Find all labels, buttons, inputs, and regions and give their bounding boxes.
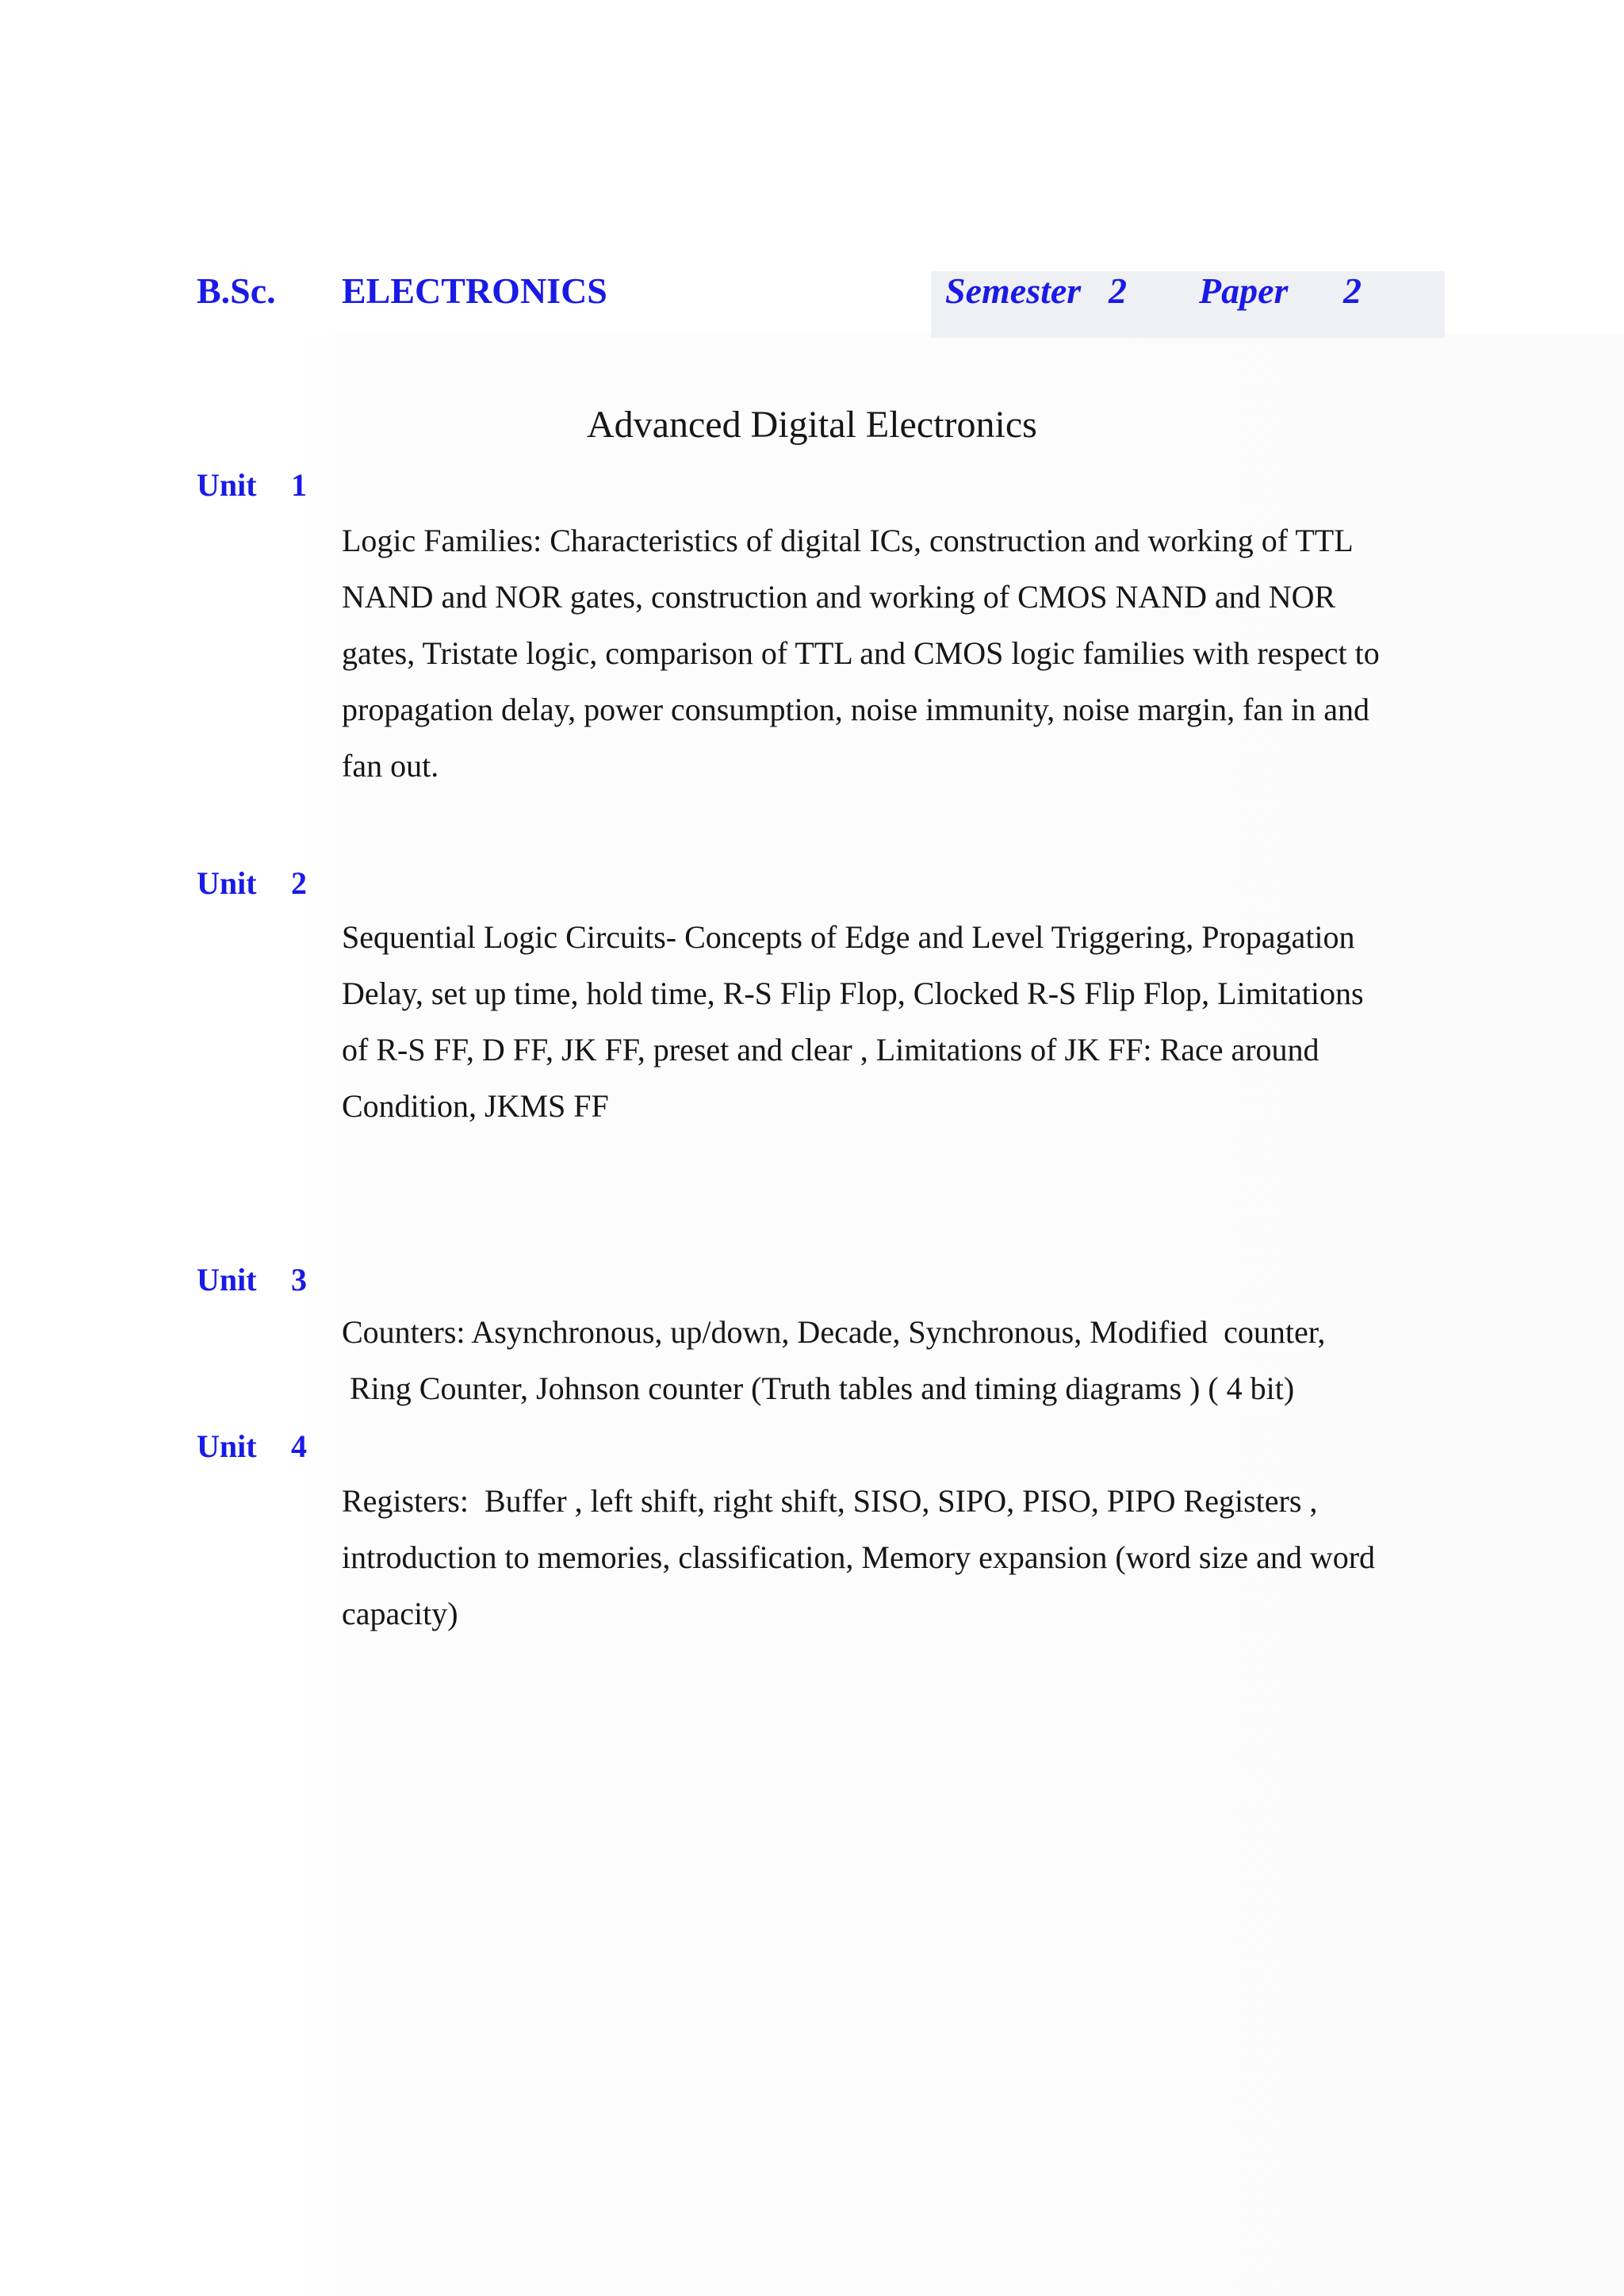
- unit-1-line: propagation delay, power consumption, noise immunity, noise margin, fan in and: [342, 692, 1370, 727]
- unit-3-label: Unit: [197, 1262, 257, 1297]
- unit-2-line: Condition, JKMS FF: [342, 1088, 609, 1124]
- semester-value: 2: [1109, 270, 1127, 311]
- paper-value: 2: [1343, 270, 1362, 311]
- unit-3-number: 3: [291, 1262, 307, 1297]
- unit-2-line: of R-S FF, D FF, JK FF, preset and clear , Limitations of JK FF: Race around: [342, 1032, 1320, 1068]
- semester-label: Semester: [945, 270, 1082, 311]
- unit-4-label: Unit: [197, 1428, 257, 1464]
- unit-3-line: Ring Counter, Johnson counter (Truth tables and timing diagrams ) ( 4 bit): [342, 1370, 1295, 1406]
- subject-label: ELECTRONICS: [342, 270, 607, 311]
- unit-3-line: Counters: Asynchronous, up/down, Decade, Synchronous, Modified counter,: [342, 1314, 1326, 1350]
- unit-2-line: Delay, set up time, hold time, R-S Flip Flop, Clocked R-S Flip Flop, Limitations: [342, 976, 1364, 1011]
- unit-1-label: Unit: [197, 467, 257, 503]
- paper-label: Paper: [1199, 270, 1289, 311]
- unit-1-line: fan out.: [342, 748, 439, 784]
- unit-1-line: gates, Tristate logic, comparison of TTL and CMOS logic families with respect to: [342, 635, 1380, 671]
- course-title: Advanced Digital Electronics: [587, 404, 1037, 446]
- unit-2-number: 2: [291, 865, 307, 901]
- unit-4-line: capacity): [342, 1596, 458, 1631]
- degree-label: B.Sc.: [197, 270, 276, 311]
- unit-1-number: 1: [291, 467, 307, 503]
- unit-4-line: introduction to memories, classification, Memory expansion (word size and word: [342, 1539, 1376, 1575]
- unit-4-number: 4: [291, 1428, 307, 1464]
- unit-2-line: Sequential Logic Circuits- Concepts of Edge and Level Triggering, Propagation: [342, 919, 1355, 955]
- unit-4-line: Registers: Buffer , left shift, right shift, SISO, SIPO, PISO, PIPO Registers ,: [342, 1483, 1318, 1519]
- unit-1-line: Logic Families: Characteristics of digital ICs, construction and working of TTL: [342, 523, 1354, 558]
- unit-1-line: NAND and NOR gates, construction and working of CMOS NAND and NOR: [342, 579, 1336, 615]
- unit-2-label: Unit: [197, 865, 257, 901]
